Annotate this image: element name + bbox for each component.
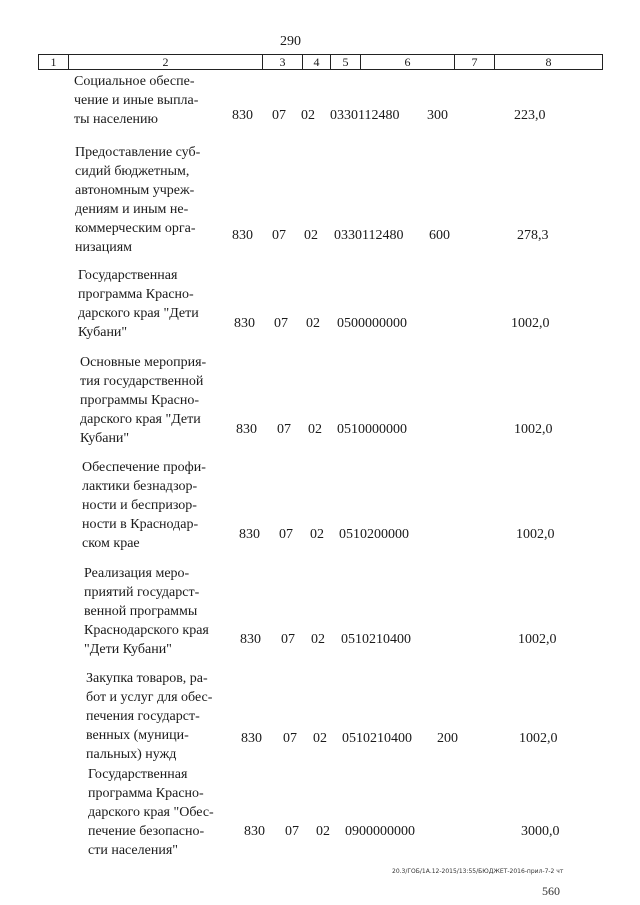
- column-header-1: 1: [39, 55, 69, 69]
- column-header-8: 8: [545, 55, 552, 69]
- subsection-code: 02: [313, 731, 327, 746]
- ministry-code: 830: [232, 228, 253, 243]
- section-code: 07: [283, 731, 297, 746]
- amount: 1002,0: [516, 527, 555, 542]
- ministry-code: 830: [239, 527, 260, 542]
- column-header-4: 4: [303, 55, 331, 69]
- footer-page-number: 560: [542, 884, 560, 898]
- column-header-2: 2: [69, 55, 263, 69]
- section-code: 07: [277, 422, 291, 437]
- amount: 278,3: [517, 228, 549, 243]
- target-article-code: 0330112480: [334, 228, 404, 243]
- target-article-code: 0500000000: [337, 316, 407, 331]
- target-article-code: 0900000000: [345, 824, 415, 839]
- section-code: 07: [272, 108, 286, 123]
- page-number: 290: [280, 34, 301, 49]
- amount: 1002,0: [518, 632, 557, 647]
- row-description: Реализация меро- приятий государст- венной программы Краснодарского края "Дети Кубани": [84, 566, 209, 657]
- row-description: Обеспечение профи- лактики безнадзор- ности и беспризор- ности в Краснодар- ском крае: [82, 460, 206, 551]
- amount: 1002,0: [514, 422, 553, 437]
- ministry-code: 830: [244, 824, 265, 839]
- amount: 1002,0: [511, 316, 550, 331]
- subsection-code: 02: [316, 824, 330, 839]
- section-code: 07: [285, 824, 299, 839]
- target-article-code: 0330112480: [330, 108, 400, 123]
- section-code: 07: [279, 527, 293, 542]
- subsection-code: 02: [311, 632, 325, 647]
- section-code: 07: [281, 632, 295, 647]
- target-article-code: 0510210400: [342, 731, 412, 746]
- ministry-code: 830: [240, 632, 261, 647]
- subsection-code: 02: [306, 316, 320, 331]
- row-description: Закупка товаров, ра- бот и услуг для обес- печения государст- венных (муници- пальных) нужд: [86, 671, 213, 762]
- subsection-code: 02: [308, 422, 322, 437]
- row-description: Социальное обеспе- чение и иные выпла- ты населению: [74, 74, 199, 127]
- expense-type-code: 200: [437, 731, 458, 746]
- subsection-code: 02: [304, 228, 318, 243]
- section-code: 07: [274, 316, 288, 331]
- row-description: Предоставление суб- сидий бюджетным, автономным учреж- дениям и иным не- коммерческим орга- низациям: [75, 145, 201, 255]
- amount: 223,0: [514, 108, 546, 123]
- row-description: Государственная программа Красно- дарского края "Дети Кубани": [78, 268, 199, 340]
- expense-type-code: 600: [429, 228, 450, 243]
- target-article-code: 0510000000: [337, 422, 407, 437]
- column-header-3: 3: [263, 55, 303, 69]
- row-description: Основные мероприя- тия государственной программы Красно- дарского края "Дети Кубани": [80, 355, 207, 446]
- ministry-code: 830: [232, 108, 253, 123]
- ministry-code: 830: [236, 422, 257, 437]
- target-article-code: 0510210400: [341, 632, 411, 647]
- target-article-code: 0510200000: [339, 527, 409, 542]
- subsection-code: 02: [301, 108, 315, 123]
- column-header-6: 6: [361, 55, 455, 69]
- column-header-5: 5: [331, 55, 361, 69]
- column-header-row: [38, 54, 603, 70]
- ministry-code: 830: [234, 316, 255, 331]
- section-code: 07: [272, 228, 286, 243]
- column-header-7: 7: [455, 55, 495, 69]
- footer-document-code: 20.3/ГОБ/1А.12-2015/13:55/БЮДЖЕТ-2016-прил-7-2 чт: [392, 868, 564, 875]
- row-description: Государственная программа Красно- дарского края "Обес- печение безопасно- сти населения": [88, 767, 214, 858]
- amount: 3000,0: [521, 824, 560, 839]
- subsection-code: 02: [310, 527, 324, 542]
- ministry-code: 830: [241, 731, 262, 746]
- amount: 1002,0: [519, 731, 558, 746]
- expense-type-code: 300: [427, 108, 448, 123]
